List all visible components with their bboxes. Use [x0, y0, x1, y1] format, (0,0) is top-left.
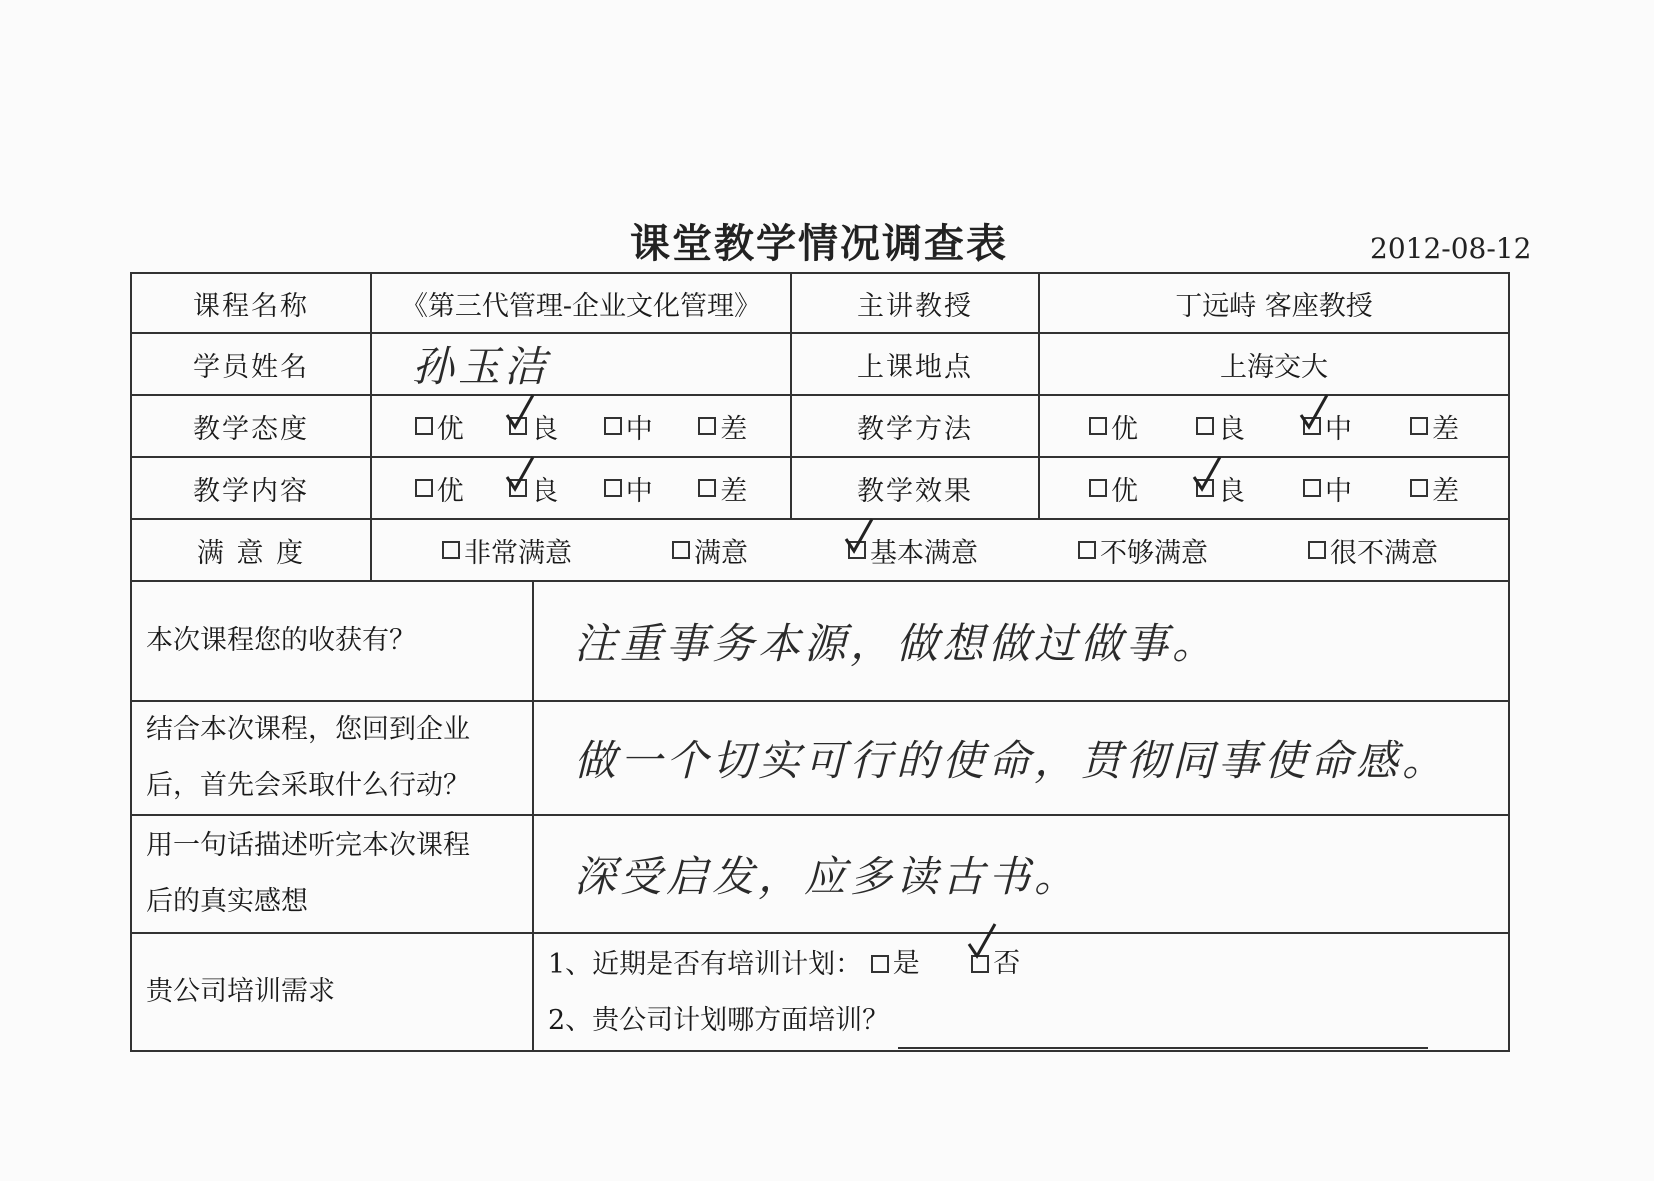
- training-q1-text: 1、近期是否有培训计划：: [548, 948, 863, 980]
- checkbox[interactable]: [415, 417, 433, 435]
- option-label: 优: [436, 413, 464, 445]
- option-label: 很不满意: [1330, 537, 1438, 569]
- feeling-label-line-2: 后的真实感想: [146, 886, 308, 917]
- checkbox[interactable]: [698, 417, 716, 435]
- option-label: 中: [1325, 475, 1352, 507]
- training-q2-text: 2、贵公司计划哪方面培训？: [548, 1004, 890, 1036]
- feeling-answer-cell: [533, 815, 1509, 933]
- content-option[interactable]: [698, 469, 747, 508]
- checkbox[interactable]: [1196, 417, 1214, 435]
- option-label: 满意: [694, 537, 748, 569]
- content-label: 教学内容: [131, 457, 371, 519]
- checkbox[interactable]: [1089, 417, 1107, 435]
- action-label-line-2: 后，首先会采取什么行动？: [146, 770, 470, 801]
- checkbox[interactable]: [1410, 479, 1428, 497]
- checkmark-icon: [961, 922, 1001, 962]
- content-options-group: [372, 469, 790, 508]
- option-label: 良: [531, 475, 559, 507]
- checkbox[interactable]: [698, 479, 716, 497]
- effect-options-group: [1040, 469, 1508, 508]
- option-label: 差: [720, 475, 748, 507]
- training-label: 贵公司培训需求: [131, 933, 533, 1051]
- checkbox[interactable]: [1410, 417, 1428, 435]
- attitude-option[interactable]: [509, 407, 558, 446]
- checkbox[interactable]: [1308, 541, 1326, 559]
- feeling-label: [131, 815, 533, 933]
- checkbox[interactable]: [604, 417, 622, 435]
- checkmark-icon: [838, 517, 878, 557]
- method-options: [1039, 395, 1509, 457]
- effect-option[interactable]: [1089, 469, 1138, 508]
- gain-answer-handwritten: 注重事务本源，做想做过做事。: [574, 619, 1219, 668]
- method-option[interactable]: [1196, 407, 1245, 446]
- satisfaction-options-group: [372, 531, 1508, 570]
- option-label: 良: [1218, 413, 1245, 445]
- checkbox[interactable]: [1078, 541, 1096, 559]
- effect-options: [1039, 457, 1509, 519]
- action-answer-cell: [533, 701, 1509, 815]
- yes-label: 是: [892, 947, 920, 979]
- training-yes-option[interactable]: [871, 936, 920, 992]
- student-value-cell: [371, 333, 791, 395]
- checkbox[interactable]: [442, 541, 460, 559]
- feeling-label-line-1: 用一句话描述听完本次课程: [146, 830, 470, 861]
- option-label: 差: [720, 413, 748, 445]
- attitude-option[interactable]: [604, 407, 653, 446]
- lecturer-value: 丁远峙 客座教授: [1039, 273, 1509, 333]
- option-label: 非常满意: [464, 537, 572, 569]
- option-label: 良: [531, 413, 559, 445]
- training-q1: [548, 936, 1508, 993]
- effect-label: 教学效果: [791, 457, 1039, 519]
- method-label: 教学方法: [791, 395, 1039, 457]
- satisfaction-label: 满 意 度: [131, 519, 371, 581]
- attitude-option[interactable]: [698, 407, 747, 446]
- effect-option[interactable]: [1303, 469, 1352, 508]
- training-q2: [548, 993, 1508, 1049]
- gain-answer-cell: [533, 581, 1509, 701]
- checkmark-icon: [1186, 455, 1226, 495]
- checkbox[interactable]: [1303, 479, 1321, 497]
- satisfaction-option[interactable]: [848, 531, 978, 570]
- row-student: [131, 333, 1509, 395]
- method-option[interactable]: [1410, 407, 1459, 446]
- row-satisfaction: [131, 519, 1509, 581]
- survey-table: [130, 272, 1510, 1052]
- option-label: 中: [1325, 413, 1352, 445]
- location-value: 上海交大: [1039, 333, 1509, 395]
- action-answer-handwritten: 做一个切实可行的使命，贯彻同事使命感。: [574, 736, 1449, 785]
- option-label: 基本满意: [870, 537, 978, 569]
- option-label: 差: [1432, 413, 1459, 445]
- feeling-answer-handwritten: 深受启发，应多读古书。: [574, 852, 1081, 901]
- form-title: 课堂教学情况调查表: [630, 221, 1008, 267]
- method-options-group: [1040, 407, 1508, 446]
- attitude-options: [371, 395, 791, 457]
- course-value: 《第三代管理-企业文化管理》: [371, 273, 791, 333]
- satisfaction-option[interactable]: [1308, 531, 1438, 570]
- content-option[interactable]: [509, 469, 558, 508]
- student-name-handwritten: 孙玉洁: [412, 342, 551, 391]
- content-option[interactable]: [415, 469, 464, 508]
- no-label: 否: [993, 947, 1021, 979]
- action-label: [131, 701, 533, 815]
- option-label: 优: [436, 475, 464, 507]
- yes-checkbox[interactable]: [871, 955, 889, 973]
- checkmark-icon: [1293, 393, 1333, 433]
- row-action: [131, 701, 1509, 815]
- training-cell: [533, 933, 1509, 1051]
- form-date: 2012-08-12: [1370, 232, 1532, 265]
- option-label: 不够满意: [1100, 537, 1208, 569]
- content-options: [371, 457, 791, 519]
- attitude-options-group: [372, 407, 790, 446]
- attitude-label: 教学态度: [131, 395, 371, 457]
- checkmark-icon: [499, 393, 539, 433]
- method-option[interactable]: [1089, 407, 1138, 446]
- checkmark-icon: [499, 455, 539, 495]
- row-content: [131, 457, 1509, 519]
- training-q2-blank-line[interactable]: [898, 1025, 1428, 1049]
- option-label: 优: [1111, 413, 1138, 445]
- content-option[interactable]: [604, 469, 653, 508]
- location-label: 上课地点: [791, 333, 1039, 395]
- checkbox[interactable]: [672, 541, 690, 559]
- checkbox[interactable]: [604, 479, 622, 497]
- option-label: 差: [1432, 475, 1459, 507]
- satisfaction-option[interactable]: [442, 531, 572, 570]
- checkbox[interactable]: [415, 479, 433, 497]
- training-no-option[interactable]: [971, 936, 1020, 992]
- satisfaction-option[interactable]: [672, 531, 748, 570]
- satisfaction-options: [371, 519, 1509, 581]
- option-label: 中: [625, 413, 653, 445]
- row-gain: [131, 581, 1509, 701]
- course-label: 课程名称: [131, 273, 371, 333]
- gain-label: 本次课程您的收获有？: [131, 581, 533, 701]
- option-label: 优: [1111, 475, 1138, 507]
- row-training: [131, 933, 1509, 1051]
- attitude-option[interactable]: [415, 407, 464, 446]
- option-label: 中: [625, 475, 653, 507]
- lecturer-label: 主讲教授: [791, 273, 1039, 333]
- student-label: 学员姓名: [131, 333, 371, 395]
- option-label: 良: [1218, 475, 1245, 507]
- effect-option[interactable]: [1410, 469, 1459, 508]
- checkbox[interactable]: [1089, 479, 1107, 497]
- effect-option[interactable]: [1196, 469, 1245, 508]
- row-feeling: [131, 815, 1509, 933]
- method-option[interactable]: [1303, 407, 1352, 446]
- row-attitude: [131, 395, 1509, 457]
- action-label-line-1: 结合本次课程，您回到企业: [146, 714, 470, 745]
- row-course: [131, 273, 1509, 333]
- satisfaction-option[interactable]: [1078, 531, 1208, 570]
